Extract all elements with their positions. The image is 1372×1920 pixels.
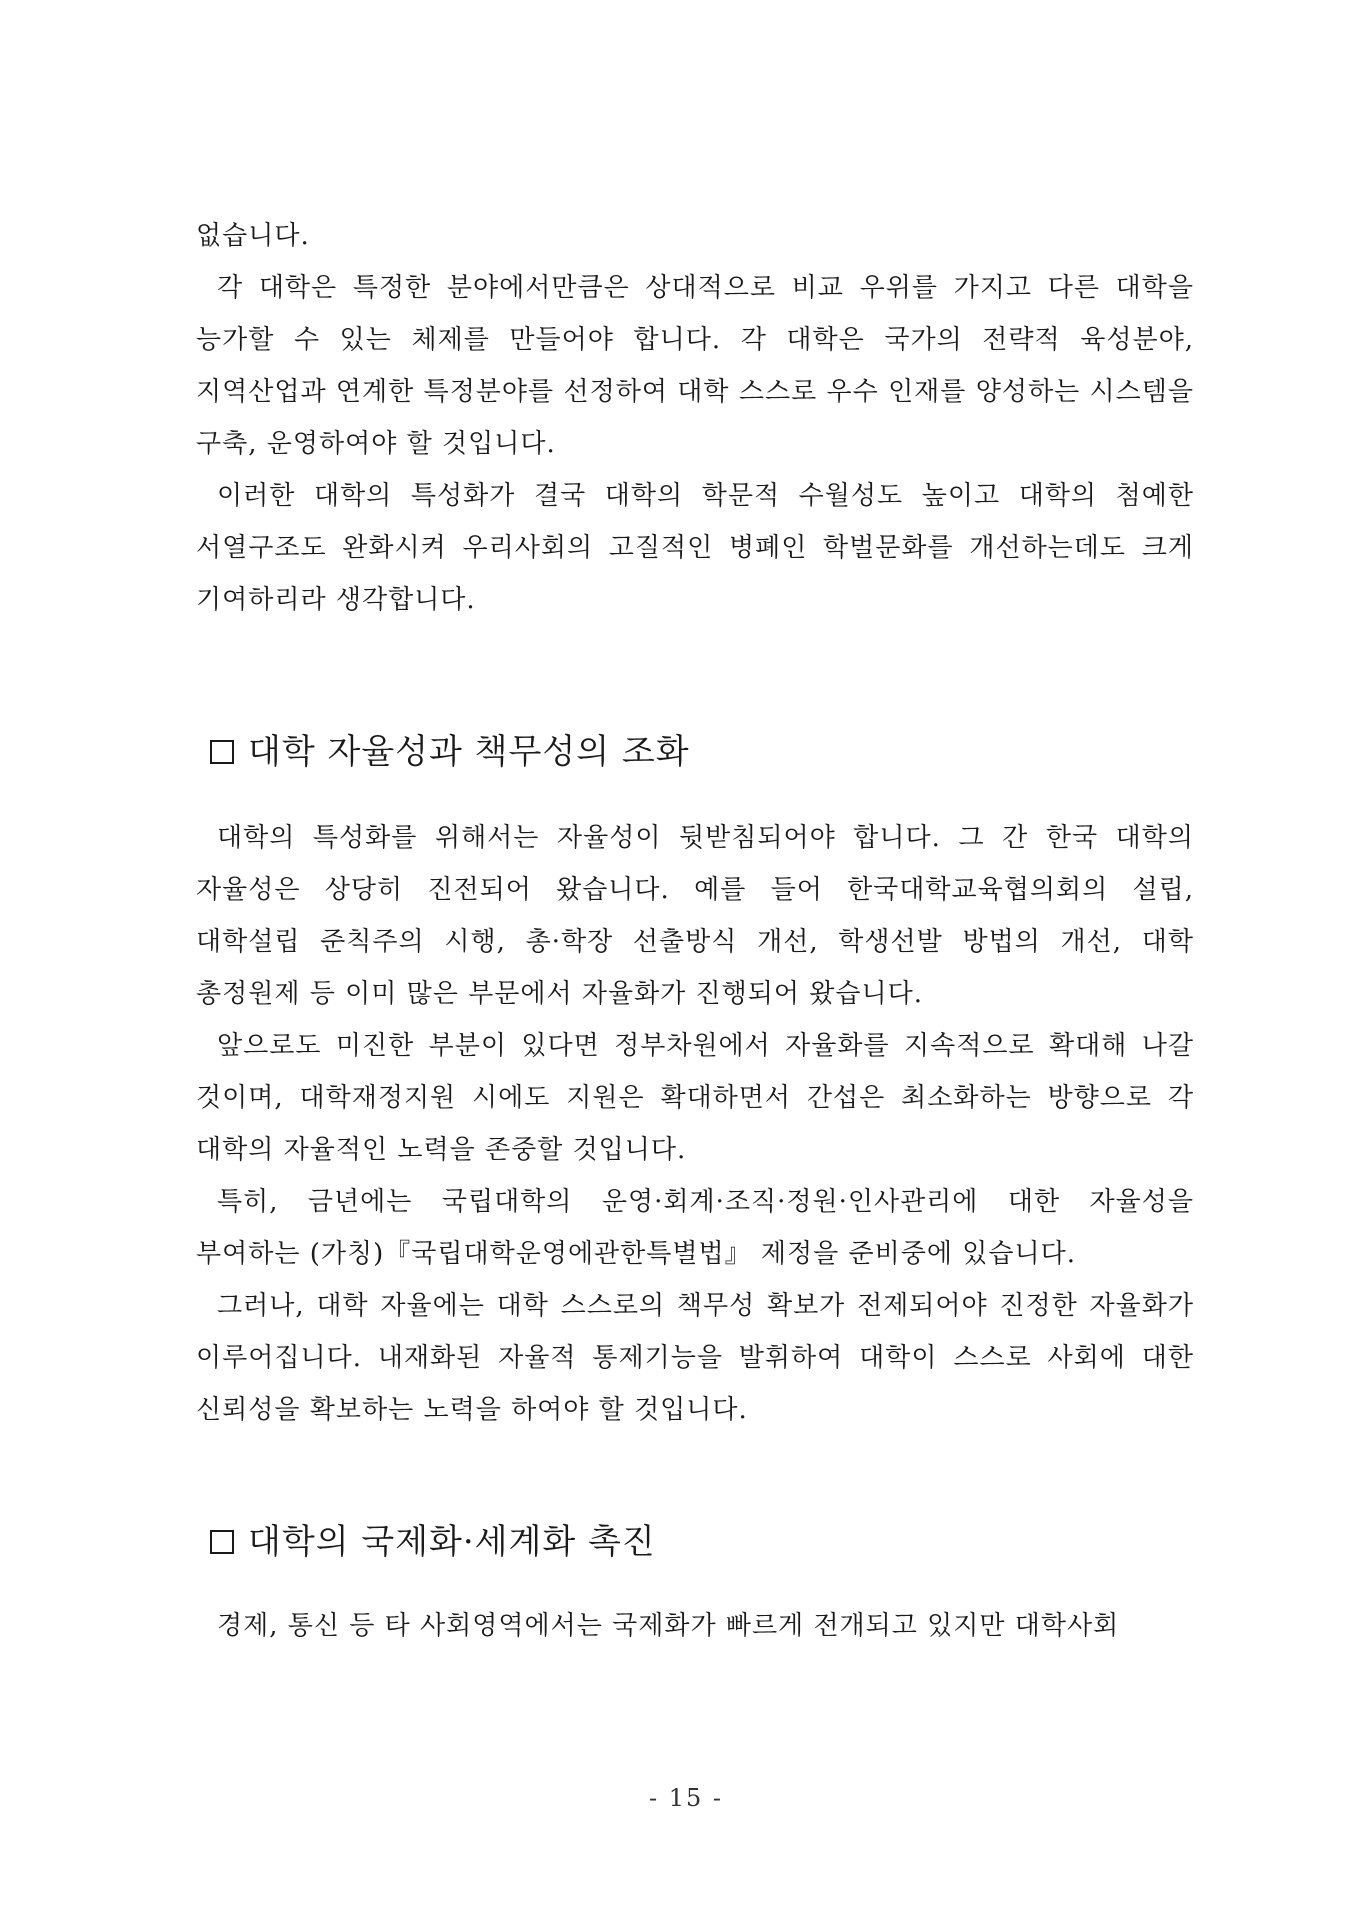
paragraph-specialization: 각 대학은 특정한 분야에서만큼은 상대적으로 비교 우위를 가지고 다른 대학을 능가할 수 있는 체제를 만들어야 합니다. 각 대학은 국가의 전략적 육성분야, 지역산업과 연계한 특정분야를 선정하여 대학 스스로 우수 인재를 양성하는 시스템을 구축, 운영하여야 할 것입니다. <box>196 273 1194 459</box>
paragraph-hierarchy: 이러한 대학의 특성화가 결국 대학의 학문적 수월성도 높이고 대학의 첨예한 서열구조도 완화시켜 우리사회의 고질적인 병폐인 학벌문화를 개선하는데도 크게 기여하리라 생각합니다. <box>196 481 1194 615</box>
checkbox-bullet-icon <box>210 740 234 764</box>
section-heading-globalization <box>210 1520 656 1564</box>
paragraph-national-university-act: 특히, 금년에는 국립대학의 운영·회계·조직·정원·인사관리에 대한 자율성을 부여하는 (가칭)『국립대학운영에관한특별법』 제정을 준비중에 있습니다. <box>196 1187 1194 1269</box>
paragraph-autonomy-progress: 대학의 특성화를 위해서는 자율성이 뒷받침되어야 합니다. 그 간 한국 대학의 자율성은 상당히 진전되어 왔습니다. 예를 들어 한국대학교육협의회의 설립, 대학설립 준칙주의 시행, 총·학장 선출방식 개선, 학생선발 방법의 개선, 대학 총정원제 등 이미 많은 부문에서 자율화가 진행되어 왔습니다. <box>196 823 1194 1009</box>
page-number: - 15 - <box>648 1784 723 1812</box>
heading-title: 대학의 국제화·세계화 촉진 <box>248 1522 656 1562</box>
paragraph-globalization-intro: 경제, 통신 등 타 사회영역에서는 국제화가 빠르게 전개되고 있지만 대학사회 <box>217 1611 1120 1641</box>
checkbox-bullet-icon <box>210 1530 234 1554</box>
section-heading-autonomy <box>210 730 690 774</box>
section-intro <box>196 210 1194 626</box>
section-autonomy <box>196 812 1194 1436</box>
paragraph-accountability: 그러나, 대학 자율에는 대학 스스로의 책무성 확보가 전제되어야 진정한 자율화가 이루어집니다. 내재화된 자율적 통제기능을 발휘하여 대학이 스스로 사회에 대한 신뢰성을 확보하는 노력을 하여야 할 것입니다. <box>196 1291 1194 1425</box>
section-globalization <box>196 1600 1194 1652</box>
paragraph-autonomy-expansion: 앞으로도 미진한 부분이 있다면 정부차원에서 자율화를 지속적으로 확대해 나갈 것이며, 대학재정지원 시에도 지원은 확대하면서 간섭은 최소화하는 방향으로 각 대학의 자율적인 노력을 존중할 것입니다. <box>196 1031 1194 1165</box>
paragraph-continuation: 없습니다. <box>196 221 310 251</box>
heading-title: 대학 자율성과 책무성의 조화 <box>248 732 690 772</box>
